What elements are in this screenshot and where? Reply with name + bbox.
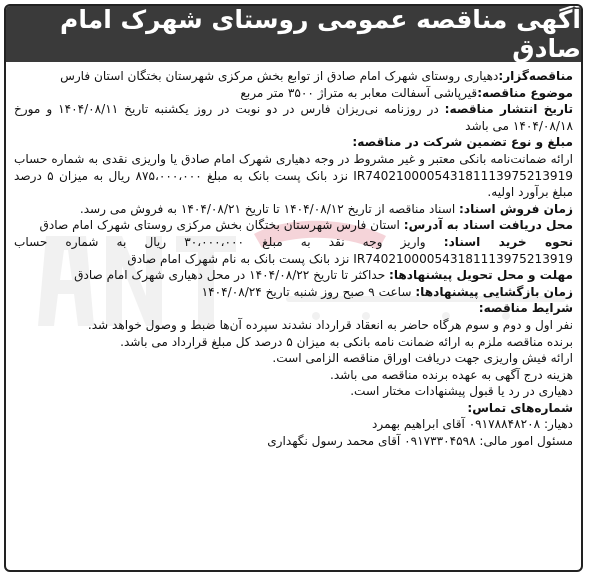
notice-line (14, 217, 573, 234)
line-text: برنده مناقصه ملزم به ارائه ضمانت نامه بانکی به میزان ۵ درصد کل مبلغ قرارداد می باشد. (120, 334, 573, 349)
line-label: موضوع مناقصه: (477, 85, 573, 100)
line-label: زمان فروش اسناد: (459, 201, 573, 216)
line-text: دهیار: ۰۹۱۷۸۸۴۸۲۰۸ آقای ابراهیم بهمرد (372, 417, 573, 432)
line-text: ارائه ضمانت‌نامه بانکی معتبر و غیر مشروط در وجه دهیاری شهرک امام صادق یا واریزی نقدی به شماره حساب IR740210000543181113975213919 نزد بانک پست بانک به مبلغ ۸۷۵،۰۰۰،۰۰۰ ریال به میزان ۵ درصد مبلغ برآورد اولیه. (14, 151, 574, 200)
notice-body (14, 68, 573, 450)
line-label: شماره‌های تماس: (467, 400, 573, 415)
notice-line (14, 101, 573, 134)
notice-line (14, 334, 573, 351)
notice-title: آگهی مناقصه عمومی روستای شهرک امام صادق (60, 5, 581, 63)
line-text: نفر اول و دوم و سوم هرگاه حاضر به انعقاد قرارداد نشدند سپرده آن‌ها ضبط و وصول خواهد شد. (87, 317, 573, 332)
line-text: واریز وجه نقد به مبلغ ۳۰،۰۰۰،۰۰۰ ریال به شماره حساب IR740210000543181113975213919 نزد بانک پست بانک به نام شهرک امام صادق (14, 234, 573, 266)
notice-line (14, 134, 573, 151)
line-text: حداکثر تا تاریخ ۱۴۰۴/۰۸/۲۲ در محل دهیاری شهرک امام صادق (74, 268, 390, 283)
line-label: تاریخ انتشار مناقصه: (444, 102, 573, 117)
line-text: ساعت ۹ صبح روز شنبه تاریخ ۱۴۰۴/۰۸/۲۴ (201, 284, 416, 299)
notice-line (14, 300, 573, 317)
line-label: شرایط مناقصه: (478, 301, 573, 316)
notice-line (14, 201, 573, 218)
notice-line (14, 68, 573, 85)
notice-line (14, 317, 573, 334)
notice-line (14, 383, 573, 400)
line-text: دهیاری روستای شهرک امام صادق از توابع بخش مرکزی شهرستان بختگان استان فارس (60, 69, 499, 83)
notice-line (14, 433, 573, 450)
notice-line (14, 416, 573, 433)
notice-frame (4, 4, 583, 572)
line-label: مهلت و محل تحویل پیشنهادها: (389, 268, 573, 283)
line-text: اسناد مناقصه از تاریخ ۱۴۰۴/۰۸/۱۲ تا تاریخ ۱۴۰۴/۰۸/۲۱ به فروش می رسد. (79, 201, 460, 216)
notice-line (14, 85, 573, 102)
notice-line (14, 400, 573, 417)
line-text: استان فارس شهرستان بختگان بخش مرکزی روستای شهرک امام صادق (39, 218, 404, 233)
line-text: قیرپاشی آسفالت معابر به متراژ ۳۵۰۰ متر مربع (240, 85, 478, 100)
notice-line (14, 267, 573, 284)
line-text: ارائه فیش واریزی جهت دریافت اوراق مناقصه الزامی است. (272, 351, 573, 366)
notice-line (14, 284, 573, 301)
line-text: در روزنامه نی‌ریزان فارس در دو نوبت در روز یکشنبه تاریخ ۱۴۰۴/۰۸/۱۱ و مورخ ۱۴۰۴/۰۸/۱۸ می باشد (14, 102, 573, 133)
title-banner (6, 6, 581, 62)
notice-line (14, 151, 573, 201)
notice-line (14, 234, 573, 267)
line-text: دهیاری در رد یا قبول پیشنهادات مختار است. (350, 384, 573, 399)
line-label: محل دریافت اسناد به آدرس: (403, 218, 573, 233)
line-text: مسئول امور مالی: ۰۹۱۷۳۳۰۴۵۹۸ آقای محمد رسول نگهداری (267, 434, 573, 449)
line-label: مبلغ و نوع تضمین شرکت در مناقصه: (352, 135, 573, 150)
line-text: هزینه درج آگهی به عهده برنده مناقصه می باشد. (329, 367, 573, 382)
line-label: زمان بازگشایی پیشنهادها: (415, 284, 573, 299)
line-label: مناقصه‌گزار: (498, 69, 573, 83)
notice-line (14, 367, 573, 384)
notice-line (14, 350, 573, 367)
line-label: نحوه خرید اسناد: (443, 234, 573, 249)
